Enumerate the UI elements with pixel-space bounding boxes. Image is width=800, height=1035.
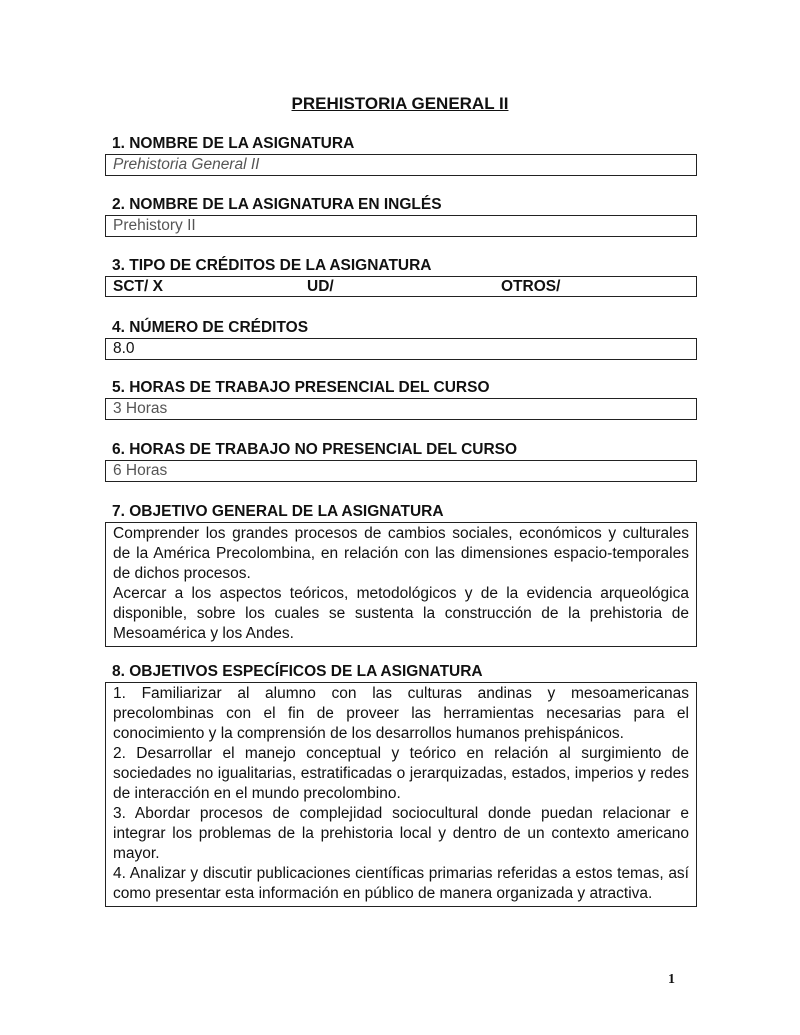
section-course-name xyxy=(105,135,697,176)
course-name-english-value: Prehistory II xyxy=(105,215,697,237)
specific-objectives-box xyxy=(105,682,697,907)
general-objective-paragraph: Acercar a los aspectos teóricos, metodológicos y de la evidencia arqueológica disponible, sobre los cuales se sustenta la construcción de la prehistoria de Mesoamérica y los Andes. xyxy=(113,585,689,642)
document-title: PREHISTORIA GENERAL II xyxy=(291,94,509,113)
section-heading: 6. HORAS DE TRABAJO NO PRESENCIAL DEL CURSO xyxy=(112,441,518,458)
page-number: 1 xyxy=(668,972,675,987)
section-heading: 8. OBJETIVOS ESPECÍFICOS DE LA ASIGNATURA xyxy=(112,663,483,680)
general-objective-box xyxy=(105,522,697,647)
independent-hours-value: 6 Horas xyxy=(105,460,697,482)
general-objective-paragraph: Comprender los grandes procesos de cambios sociales, económicos y culturales de la América Precolombina, en relación con las dimensiones espacio-temporales de dichos procesos. xyxy=(113,525,689,582)
section-credit-number xyxy=(105,319,697,360)
credit-type-sct: SCT/ X xyxy=(113,278,163,295)
section-heading: 4. NÚMERO DE CRÉDITOS xyxy=(112,319,309,336)
section-heading: 5. HORAS DE TRABAJO PRESENCIAL DEL CURSO xyxy=(112,379,490,396)
section-specific-objectives xyxy=(105,663,697,907)
specific-objective-item: 4. Analizar y discutir publicaciones científicas primarias referidas a estos temas, así como presentar esta información en público de manera organizada y atractiva. xyxy=(113,865,689,902)
section-heading: 1. NOMBRE DE LA ASIGNATURA xyxy=(112,135,355,152)
section-course-name-english xyxy=(105,196,697,237)
specific-objective-item: 3. Abordar procesos de complejidad sociocultural donde puedan relacionar e integrar los problemas de la prehistoria local y dentro de un contexto americano mayor. xyxy=(113,805,689,862)
specific-objective-item: 2. Desarrollar el manejo conceptual y teórico en relación al surgimiento de sociedades no igualitarias, estratificadas o jerarquizadas, estados, imperios y redes de interacción en el mundo precolombino. xyxy=(113,745,689,802)
specific-objective-item: 1. Familiarizar al alumno con las culturas andinas y mesoamericanas precolombinas con el fin de proveer las herramientas necesarias para el conocimiento y la comprensión de los desarrollos humanos prehispánicos. xyxy=(113,685,689,742)
section-independent-hours xyxy=(105,441,697,482)
credit-type-row xyxy=(105,276,697,297)
section-heading: 2. NOMBRE DE LA ASIGNATURA EN INGLÉS xyxy=(112,196,442,213)
contact-hours-value: 3 Horas xyxy=(105,398,697,420)
section-heading: 7. OBJETIVO GENERAL DE LA ASIGNATURA xyxy=(112,503,444,520)
credit-type-otros: OTROS/ xyxy=(501,278,561,295)
credit-number-value: 8.0 xyxy=(105,338,697,360)
course-name-value: Prehistoria General II xyxy=(105,154,697,176)
section-heading: 3. TIPO DE CRÉDITOS DE LA ASIGNATURA xyxy=(112,257,432,274)
section-credit-type xyxy=(105,257,697,297)
credit-type-ud: UD/ xyxy=(307,278,334,295)
section-contact-hours xyxy=(105,379,697,420)
section-general-objective xyxy=(105,503,697,647)
